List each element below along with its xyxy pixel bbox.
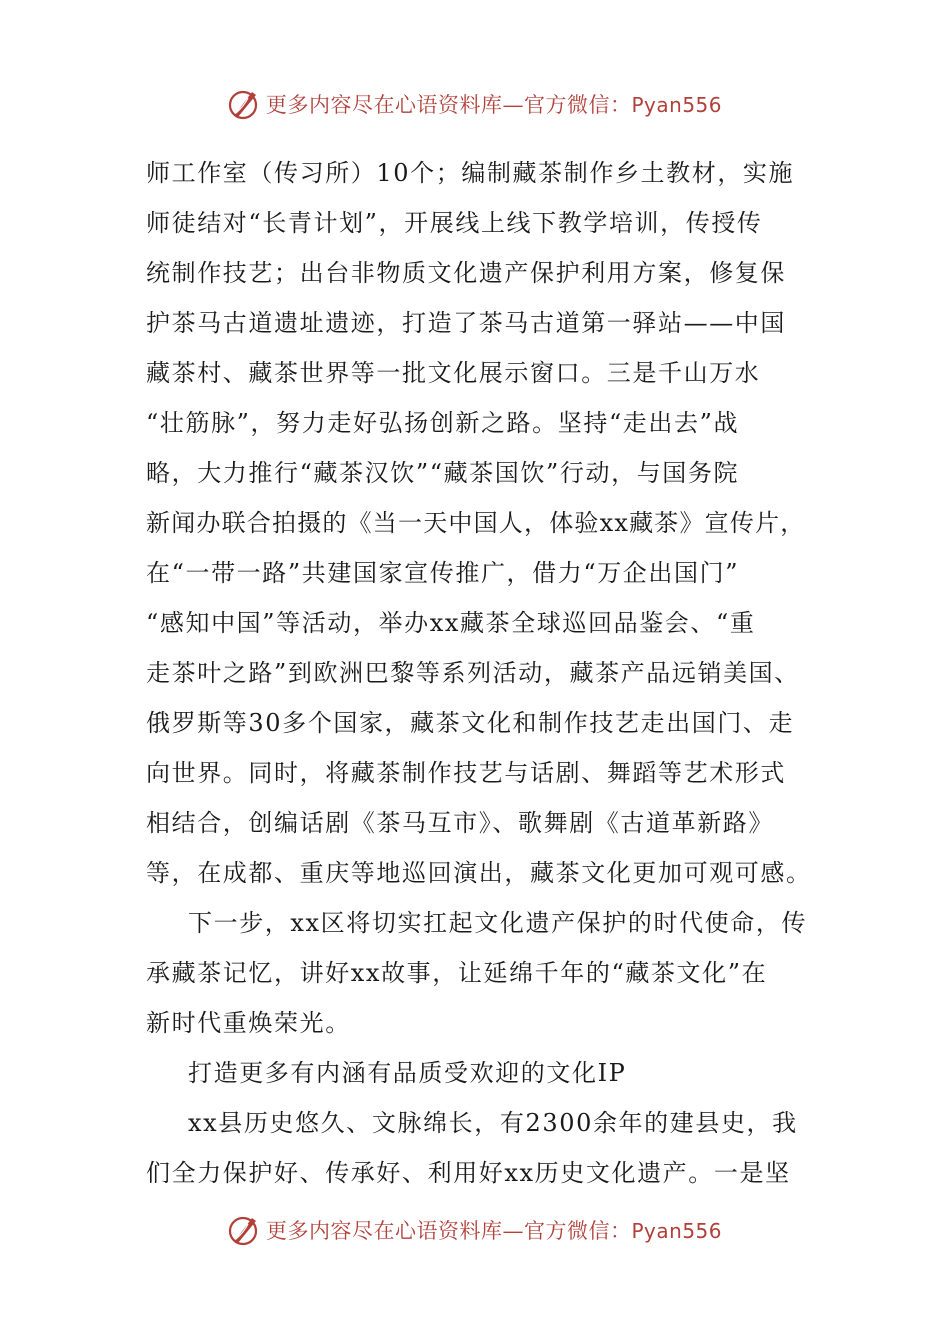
text-line: 护茶马古道遗址遗迹，打造了茶马古道第一驿站——中国: [146, 309, 786, 337]
header-watermark: [226, 84, 746, 124]
text-line: 下一步，xx区将切实扛起文化遗产保护的时代使命，传: [188, 909, 808, 937]
text-line: 相结合，创编话剧《茶马互市》、歌舞剧《古道革新路》: [146, 809, 774, 837]
watermark-text: 更多内容尽在心语资料库—官方微信：Pyan556: [266, 1219, 723, 1243]
text-line: 走茶叶之路”到欧洲巴黎等系列活动，藏茶产品远销美国、: [146, 659, 800, 687]
text-line: 打造更多有内涵有品质受欢迎的文化IP: [188, 1059, 627, 1087]
text-line: 在“一带一路”共建国家宣传推广，借力“万企出国门”: [146, 559, 740, 587]
text-line: 俄罗斯等30多个国家，藏茶文化和制作技艺走出国门、走: [146, 709, 795, 737]
document-body: [146, 148, 812, 1198]
text-line: 新时代重焕荣光。: [146, 1009, 351, 1037]
text-line: 们全力保护好、传承好、利用好xx历史文化遗产。一是坚: [146, 1159, 791, 1187]
text-line: 统制作技艺；出台非物质文化遗产保护利用方案，修复保: [146, 259, 786, 287]
text-line: “壮筋脉”，努力走好弘扬创新之路。坚持“走出去”战: [146, 409, 740, 437]
quill-logo-icon: [226, 86, 262, 122]
text-line: 新闻办联合拍摄的《当一天中国人，体验xx藏茶》宣传片，: [146, 509, 806, 537]
text-line: 承藏茶记忆，讲好xx故事，让延绵千年的“藏茶文化”在: [146, 959, 768, 987]
text-line: “感知中国”等活动，举办xx藏茶全球巡回品鉴会、“重: [146, 609, 756, 637]
text-line: 师徒结对“长青计划”，开展线上线下教学培训，传授传: [146, 209, 763, 237]
quill-logo-icon: [226, 1212, 262, 1248]
text-line: xx县历史悠久、文脉绵长，有2300余年的建县史，我: [188, 1109, 798, 1137]
text-line: 藏茶村、藏茶世界等一批文化展示窗口。三是千山万水: [146, 359, 761, 387]
watermark-text: 更多内容尽在心语资料库—官方微信：Pyan556: [266, 93, 723, 117]
text-line: 等，在成都、重庆等地巡回演出，藏茶文化更加可观可感。: [146, 859, 812, 887]
text-line: 略，大力推行“藏茶汉饮”“藏茶国饮”行动，与国务院: [146, 459, 740, 487]
text-line: 向世界。同时，将藏茶制作技艺与话剧、舞蹈等艺术形式: [146, 759, 786, 787]
text-line: 师工作室（传习所）10个；编制藏茶制作乡土教材，实施: [146, 159, 795, 187]
footer-watermark: [226, 1210, 746, 1250]
